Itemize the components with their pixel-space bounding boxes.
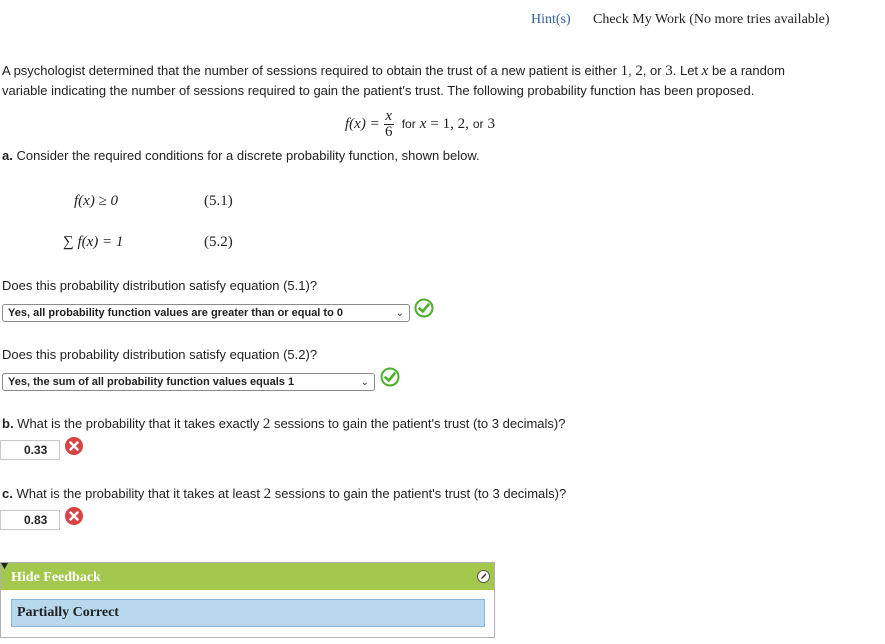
intro-text: . Let [672, 63, 702, 78]
part-c-answer-input[interactable]: 0.83 [0, 510, 60, 530]
intro-text: be a random [708, 63, 785, 78]
intro-sep: , or [642, 63, 666, 78]
intro-line-2: variable indicating the number of sessions required to gain the patient's trust. The following probability function has been proposed. [2, 83, 755, 98]
correct-check-icon [414, 298, 434, 318]
part-c-text: sessions to gain the patient's trust (to 3 decimals)? [271, 486, 567, 501]
incorrect-x-icon [64, 506, 84, 526]
feedback-status: Partially Correct [11, 599, 485, 627]
part-b-answer-input[interactable]: 0.33 [0, 440, 60, 460]
equation-5-1: f(x) ≥ 0 [74, 193, 119, 209]
chevron-down-icon: ⌄ [360, 376, 369, 388]
feedback-panel [0, 562, 495, 638]
intro-sep: , [628, 63, 636, 78]
question-5-2: Does this probability distribution satisfy equation (5.2)? [2, 347, 318, 362]
intro-line-1 [2, 61, 882, 81]
part-b-text: sessions to gain the patient's trust (to 3 decimals)? [270, 416, 566, 431]
formula-denominator: 6 [384, 123, 393, 140]
formula-or: or [472, 117, 484, 131]
part-b-num: 2 [262, 416, 271, 432]
hide-feedback-toggle[interactable] [1, 563, 494, 590]
intro-var-x: x [701, 63, 709, 79]
answer-5-2-select[interactable] [2, 373, 375, 391]
intro-num-3: 3 [665, 63, 673, 79]
collapse-triangle-icon [1, 563, 9, 571]
hide-feedback-label: Hide Feedback [11, 570, 101, 585]
part-c-label: c. [2, 486, 13, 501]
formula-numerator: x [385, 107, 393, 124]
intro-num-2: 2 [635, 63, 643, 79]
probability-function-formula [345, 107, 495, 141]
formula-fraction [384, 107, 394, 140]
answer-5-1-value: Yes, all probability function values are greater than or equal to 0 [8, 307, 343, 319]
part-b-label: b. [2, 416, 14, 431]
part-c-num: 2 [263, 486, 272, 502]
chevron-down-icon: ⌄ [395, 307, 404, 319]
check-my-work-link[interactable]: Check My Work (No more tries available) [593, 12, 830, 27]
part-a-prompt [2, 146, 480, 166]
edit-pencil-icon[interactable] [477, 570, 490, 583]
part-c-prompt [2, 484, 566, 504]
formula-for: for [401, 117, 416, 131]
question-5-1: Does this probability distribution satisfy equation (5.1)? [2, 278, 318, 293]
correct-check-icon [380, 367, 400, 387]
equation-5-2: ∑ f(x) = 1 [63, 234, 124, 250]
part-b-prompt [2, 414, 565, 434]
formula-lhs: f(x) = [345, 115, 380, 132]
intro-text: A psychologist determined that the number of sessions required to obtain the trust of a new patient is either [2, 63, 621, 78]
part-b-text: What is the probability that it takes exactly [13, 416, 263, 431]
answer-5-2-value: Yes, the sum of all probability function values equals 1 [8, 376, 295, 388]
answer-5-1-select[interactable] [2, 304, 410, 322]
formula-cond-values: = 1, 2, [430, 115, 469, 132]
hints-link[interactable]: Hint(s) [531, 12, 571, 27]
formula-cond-var: x [419, 115, 427, 132]
part-a-label: a. [2, 148, 13, 163]
equation-5-1-number: (5.1) [204, 193, 233, 209]
part-a-text: Consider the required conditions for a discrete probability function, shown below. [12, 148, 480, 163]
formula-cond-last: 3 [487, 115, 496, 132]
incorrect-x-icon [64, 436, 84, 456]
equation-5-2-number: (5.2) [204, 234, 233, 250]
intro-num-1: 1 [620, 63, 629, 79]
part-c-text: What is the probability that it takes at least [12, 486, 264, 501]
